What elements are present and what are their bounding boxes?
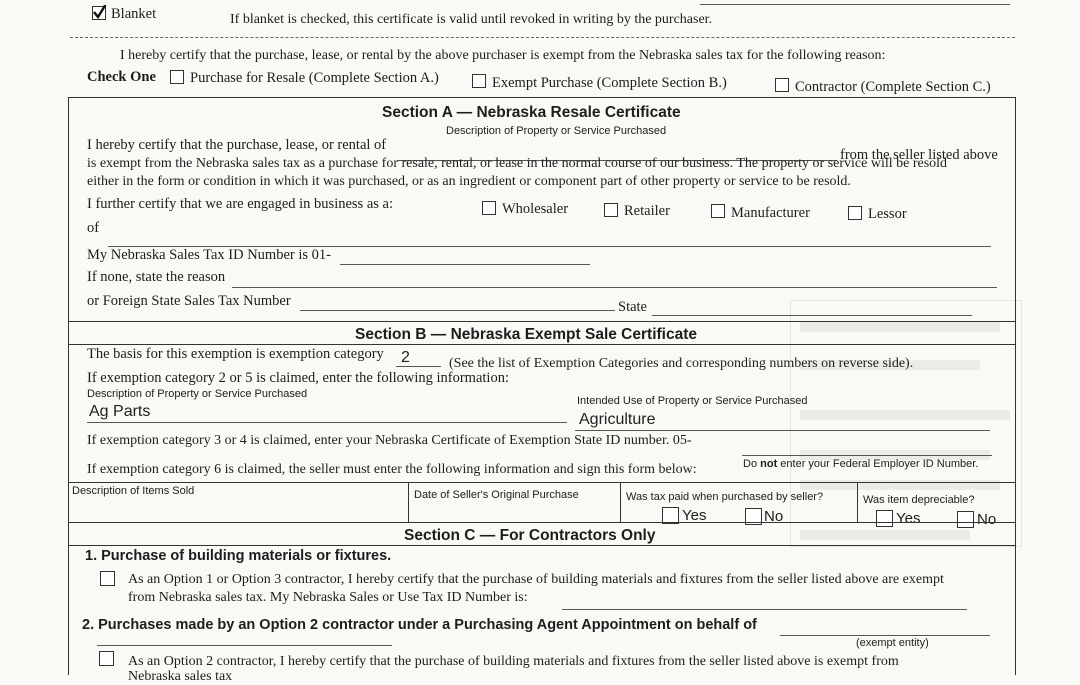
cat6-table-top bbox=[68, 482, 1016, 483]
exempt-entity-input[interactable] bbox=[780, 635, 990, 636]
check-one-label: Check One bbox=[87, 69, 156, 85]
exemption-category-value[interactable]: 2 bbox=[401, 349, 410, 366]
section-b-use-input[interactable] bbox=[575, 430, 990, 431]
lessor-checkbox[interactable] bbox=[848, 206, 862, 220]
section-b-basis-start: The basis for this exemption is exemption category bbox=[87, 346, 384, 362]
cat6-col-date: Date of Seller's Original Purchase bbox=[414, 489, 579, 501]
exempt-purchase-checkbox[interactable] bbox=[472, 74, 486, 88]
form-right-border bbox=[1015, 97, 1016, 675]
section-c-item2-title: 2. Purchases made by an Option 2 contractor under a Purchasing Agent Appointment on behalf of bbox=[82, 617, 757, 633]
section-c-item1-line2: from Nebraska sales tax. My Nebraska Sales or Use Tax ID Number is: bbox=[128, 590, 528, 605]
blanket-checkbox[interactable] bbox=[92, 6, 106, 20]
section-b-use-value[interactable]: Agriculture bbox=[579, 411, 656, 428]
cat6-col-description: Description of Items Sold bbox=[72, 485, 195, 497]
section-a-tax-id-input[interactable] bbox=[340, 264, 590, 265]
cat6-col-divider bbox=[857, 482, 858, 522]
lessor-label: Lessor bbox=[868, 206, 907, 222]
section-a-engaged: I further certify that we are engaged in business as a: bbox=[87, 196, 393, 212]
section-b-cat25: If exemption category 2 or 5 is claimed, enter the following information: bbox=[87, 370, 509, 386]
wholesaler-checkbox[interactable] bbox=[482, 201, 496, 215]
section-a-tax-id-label: My Nebraska Sales Tax ID Number is 01- bbox=[87, 247, 331, 263]
exempt-entity-input-continued[interactable] bbox=[97, 645, 392, 646]
cat6-col-depreciable: Was item depreciable? bbox=[863, 494, 975, 506]
section-b-desc-value[interactable]: Ag Parts bbox=[89, 403, 151, 420]
section-a-line2: is exempt from the Nebraska sales tax as a purchase for resale, rental, or lease in the normal course of our business. The property or service will be resold bbox=[87, 156, 948, 171]
exempt-purchase-option-label: Exempt Purchase (Complete Section B.) bbox=[492, 75, 727, 91]
section-c-title-rule bbox=[68, 545, 1016, 546]
contractor-option-label: Contractor (Complete Section C.) bbox=[795, 79, 991, 95]
section-b-title-rule bbox=[68, 344, 1016, 345]
section-c-item1-line1: As an Option 1 or Option 3 contractor, I hereby certify that the purchase of building materials and fixtures from the seller listed above are exempt bbox=[128, 572, 944, 587]
resale-checkbox[interactable] bbox=[170, 70, 184, 84]
section-a-state-input[interactable] bbox=[652, 315, 972, 316]
section-a-of-label: of bbox=[87, 220, 100, 236]
section-c-top-border bbox=[68, 522, 1016, 523]
section-c-item2-line2: Nebraska sales tax bbox=[128, 669, 233, 684]
section-a-top-border bbox=[68, 97, 1016, 98]
section-a-if-none-label: If none, state the reason bbox=[87, 269, 226, 285]
manufacturer-label: Manufacturer bbox=[731, 205, 810, 221]
section-b-state-id-input[interactable] bbox=[742, 455, 992, 456]
bleed-line bbox=[800, 530, 970, 540]
depreciable-yes-label: Yes bbox=[896, 510, 921, 527]
depreciable-yes-checkbox[interactable] bbox=[876, 510, 893, 527]
option1-contractor-checkbox[interactable] bbox=[100, 571, 115, 586]
top-fill-line bbox=[700, 4, 1010, 5]
section-a-desc-caption: Description of Property or Service Purchased bbox=[446, 125, 667, 137]
retailer-label: Retailer bbox=[624, 203, 670, 219]
certify-text: I hereby certify that the purchase, lease, or rental by the above purchaser is exempt from the Nebraska sales tax for the following reason: bbox=[120, 48, 886, 63]
option2-contractor-checkbox[interactable] bbox=[99, 651, 114, 666]
tax-paid-no-label: No bbox=[764, 508, 784, 525]
section-a-state-label: State bbox=[618, 299, 647, 315]
section-c-item2-line1: As an Option 2 contractor, I hereby certify that the purchase of building materials and fixtures from the seller listed above is exempt from bbox=[128, 654, 899, 669]
cat6-col-divider bbox=[408, 482, 409, 522]
section-a-foreign-input[interactable] bbox=[300, 310, 615, 311]
section-c-item1-title: 1. Purchase of building materials or fixtures. bbox=[85, 548, 392, 564]
retailer-checkbox[interactable] bbox=[604, 203, 618, 217]
section-b-top-border bbox=[68, 321, 1016, 322]
fein-note: Do not enter your Federal Employer ID Number. bbox=[743, 458, 979, 470]
exempt-entity-caption: (exempt entity) bbox=[856, 637, 929, 649]
section-a-reason-input[interactable] bbox=[232, 287, 997, 288]
exemption-category-input[interactable] bbox=[396, 366, 441, 367]
section-b-desc-input[interactable] bbox=[87, 422, 567, 423]
section-b-use-caption: Intended Use of Property or Service Purchased bbox=[577, 395, 808, 407]
section-a-line3: either in the form or condition in which it was purchased, or as an ingredient or component part of other property or service to be resold. bbox=[87, 174, 851, 189]
section-b-cat6: If exemption category 6 is claimed, the seller must enter the following information and sign this form below: bbox=[87, 462, 697, 477]
wholesaler-label: Wholesaler bbox=[502, 201, 569, 217]
divider bbox=[70, 37, 1015, 38]
section-b-basis-end: (See the list of Exemption Categories and corresponding numbers on reverse side). bbox=[449, 356, 914, 371]
section-b-cat34: If exemption category 3 or 4 is claimed, enter your Nebraska Certificate of Exemption State ID number. 05- bbox=[87, 433, 692, 448]
section-c-title: Section C — For Contractors Only bbox=[404, 527, 656, 544]
section-a-line1-start: I hereby certify that the purchase, lease, or rental of bbox=[87, 137, 387, 153]
depreciable-no-checkbox[interactable] bbox=[957, 511, 974, 528]
tax-paid-yes-label: Yes bbox=[682, 507, 707, 524]
manufacturer-checkbox[interactable] bbox=[711, 204, 725, 218]
contractor-checkbox[interactable] bbox=[775, 78, 789, 92]
contractor-tax-id-input[interactable] bbox=[562, 609, 967, 610]
section-b-title: Section B — Nebraska Exempt Sale Certificate bbox=[355, 326, 697, 343]
resale-option-label: Purchase for Resale (Complete Section A.) bbox=[190, 70, 439, 86]
section-a-line1-end: from the seller listed above bbox=[840, 147, 998, 163]
checkmark-icon bbox=[92, 5, 106, 19]
blanket-label: Blanket bbox=[111, 6, 157, 22]
cat6-col-tax-paid: Was tax paid when purchased by seller? bbox=[626, 491, 824, 503]
bleed-line bbox=[800, 410, 1010, 420]
section-a-title: Section A — Nebraska Resale Certificate bbox=[382, 104, 681, 121]
form-left-border bbox=[68, 97, 69, 675]
section-a-foreign-label: or Foreign State Sales Tax Number bbox=[87, 293, 291, 309]
depreciable-no-label: No bbox=[977, 511, 997, 528]
blanket-note: If blanket is checked, this certificate is valid until revoked in writing by the purchaser. bbox=[230, 12, 713, 27]
section-b-desc-caption: Description of Property or Service Purchased bbox=[87, 388, 308, 400]
bleed-line bbox=[800, 322, 1000, 332]
cat6-col-divider bbox=[620, 482, 621, 522]
